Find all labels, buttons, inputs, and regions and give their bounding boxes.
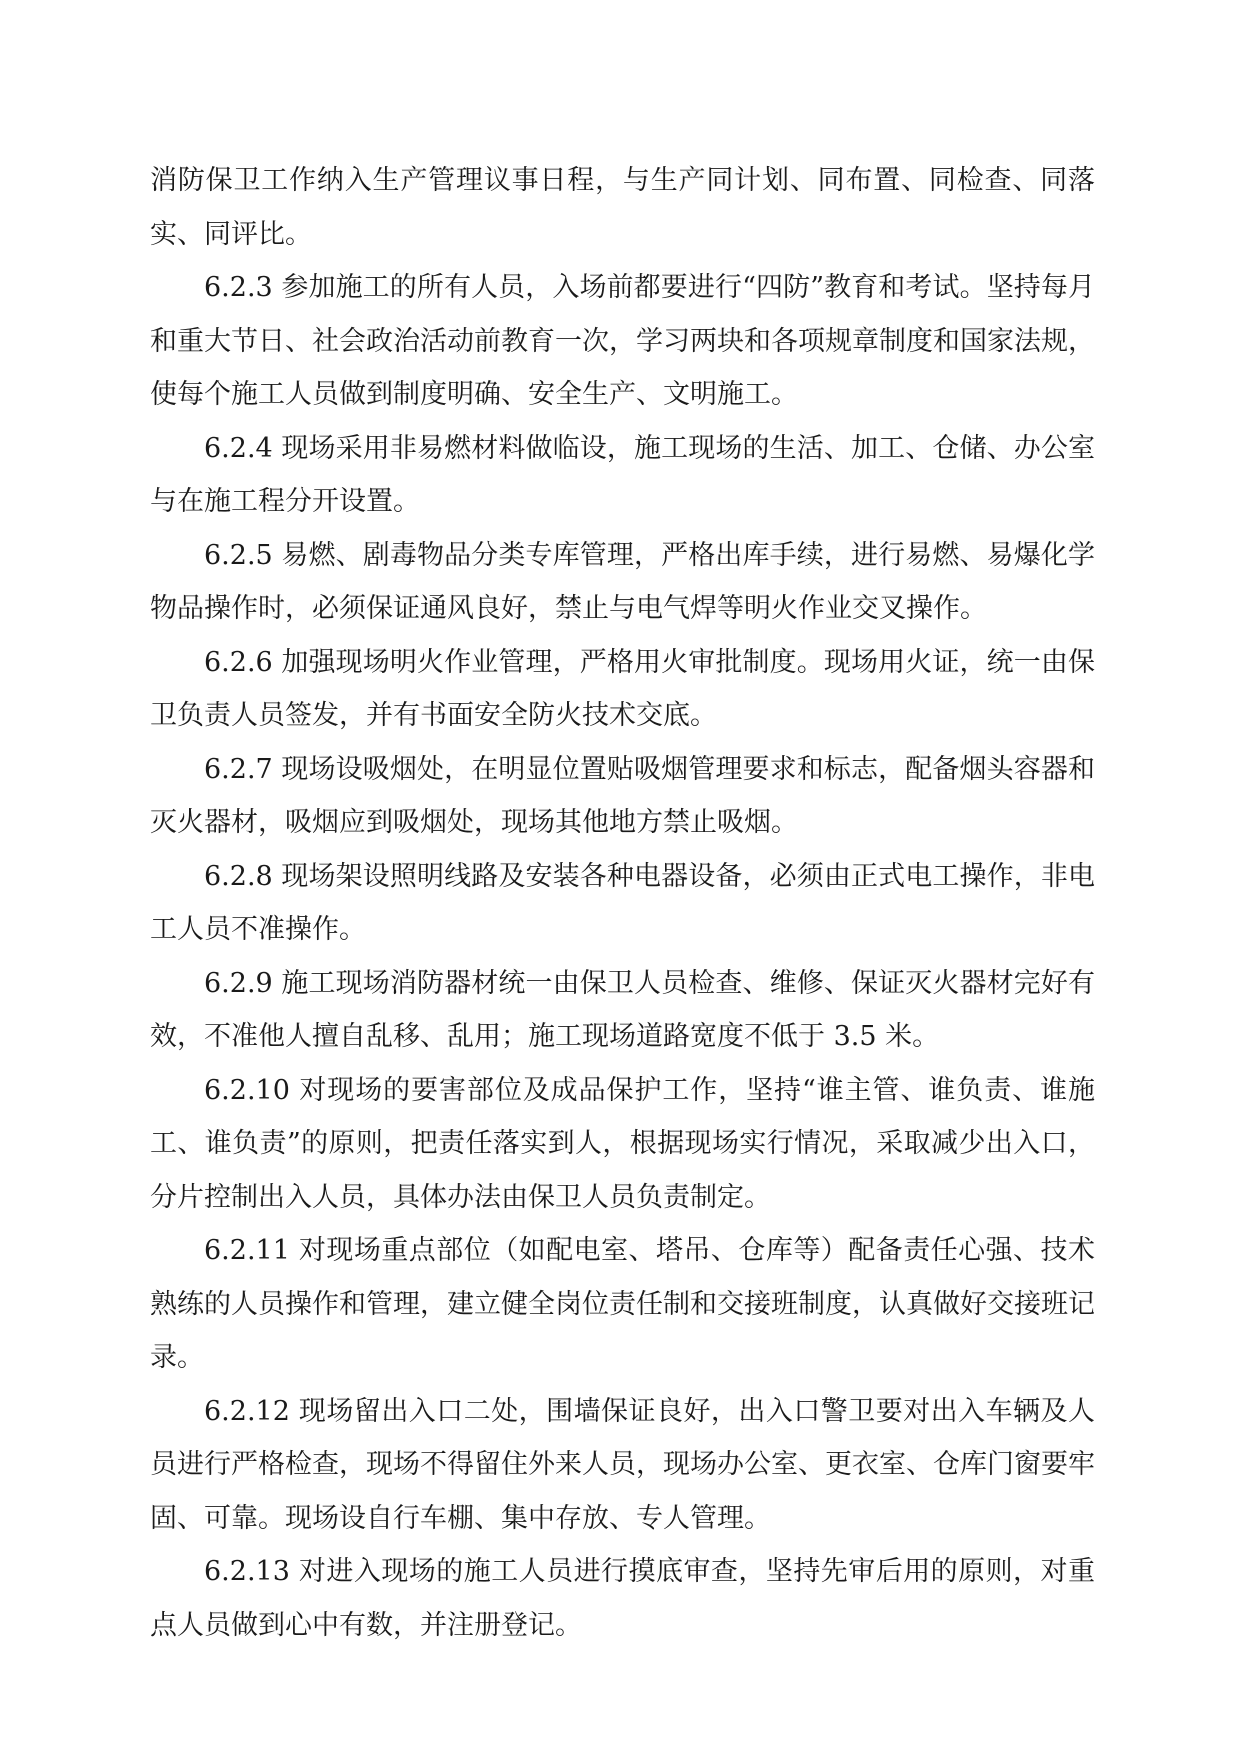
paragraph-6-2-13: 6.2.13 对进入现场的施工人员进行摸底审查，坚持先审后用的原则，对重点人员做到心中有数，并注册登记。 — [150, 1556, 1095, 1641]
paragraph-6-2-8: 6.2.8 现场架设照明线路及安装各种电器设备，必须由正式电工操作，非电工人员不准操作。 — [150, 860, 1095, 945]
paragraph-6-2-9: 6.2.9 施工现场消防器材统一由保卫人员检查、维修、保证灭火器材完好有效，不准他人擅自乱移、乱用；施工现场道路宽度不低于 3.5 米。 — [150, 967, 1095, 1052]
paragraph-6-2-12: 6.2.12 现场留出入口二处，围墙保证良好，出入口警卫要对出入车辆及人员进行严格检查，现场不得留住外来人员，现场办公室、更衣室、仓库门窗要牢固、可靠。现场设自行车棚、集中存放、专人管理。 — [150, 1395, 1095, 1534]
paragraph-6-2-4: 6.2.4 现场采用非易燃材料做临设，施工现场的生活、加工、仓储、办公室与在施工程分开设置。 — [150, 432, 1095, 517]
paragraph-6-2-10: 6.2.10 对现场的要害部位及成品保护工作，坚持“谁主管、谁负责、谁施工、谁负责”的原则，把责任落实到人，根据现场实行情况，采取减少出入口，分片控制出入人员，具体办法由保卫人员负责制定。 — [150, 1074, 1095, 1213]
paragraph-6-2-5: 6.2.5 易燃、剧毒物品分类专库管理，严格出库手续，进行易燃、易爆化学物品操作时，必须保证通风良好，禁止与电气焊等明火作业交叉操作。 — [150, 539, 1095, 624]
paragraph-6-2-3: 6.2.3 参加施工的所有人员，入场前都要进行“四防”教育和考试。坚持每月和重大节日、社会政治活动前教育一次，学习两块和各项规章制度和国家法规，使每个施工人员做到制度明确、安全生产、文明施工。 — [150, 272, 1095, 410]
paragraph-6-2-6: 6.2.6 加强现场明火作业管理，严格用火审批制度。现场用火证，统一由保卫负责人员签发，并有书面安全防火技术交底。 — [150, 646, 1095, 731]
paragraph-continuation: 消防保卫工作纳入生产管理议事日程，与生产同计划、同布置、同检查、同落实、同评比。 — [150, 165, 1095, 250]
document-page — [150, 154, 1095, 1652]
paragraph-6-2-11: 6.2.11 对现场重点部位（如配电室、塔吊、仓库等）配备责任心强、技术熟练的人员操作和管理，建立健全岗位责任制和交接班制度，认真做好交接班记录。 — [150, 1235, 1095, 1373]
paragraph-6-2-7: 6.2.7 现场设吸烟处，在明显位置贴吸烟管理要求和标志，配备烟头容器和灭火器材，吸烟应到吸烟处，现场其他地方禁止吸烟。 — [150, 753, 1095, 838]
